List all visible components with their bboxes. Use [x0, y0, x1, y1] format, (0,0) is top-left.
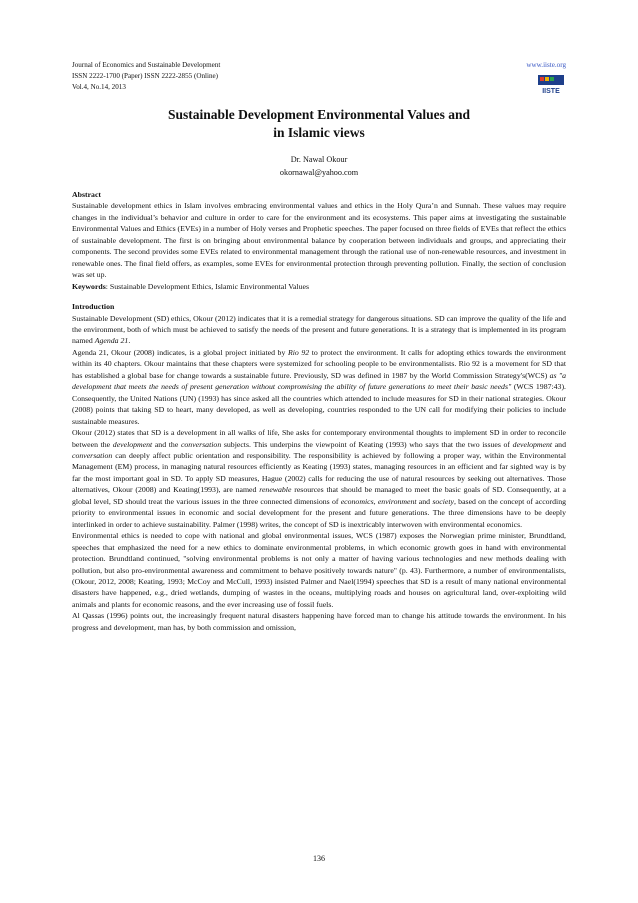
- journal-issn: ISSN 2222-1700 (Paper) ISSN 2222-2855 (Online): [72, 72, 219, 80]
- journal-name: Journal of Economics and Sustainable Development: [72, 61, 221, 69]
- intro-paragraph-1: Sustainable Development (SD) ethics, Okour (2012) indicates that it is a remedial strategy for dangerous situations. SD can improve the quality of the life and the environment, both of which must be achieved to satisfy the needs of the present and future generations. It is a strategy that is implemented in its program named Agenda 21.: [72, 313, 566, 346]
- intro-paragraph-5: Al Qassas (1996) points out, the increasingly frequent natural disasters happening have forced man to change his attitude towards the environment. In his progress and development, man has, by both commission and omission,: [72, 611, 566, 632]
- keywords-line: [72, 281, 566, 292]
- introduction-heading: Introduction: [72, 302, 115, 312]
- author-email: okornawal@yahoo.com: [279, 168, 359, 177]
- paper-body: [72, 189, 566, 633]
- title-line-2: in Islamic views: [273, 125, 365, 140]
- abstract-text: Sustainable development ethics in Islam involves embracing environmental values and ethics in the Holy Qura’n and Sunnah. These values may require changes in the individual’s behavior and culture in order to care for the environment and its ecosystems. This paper aims at investigating the sustainable Environmental Values and Ethics (EVEs) in a number of Holy verses and Prophetic speeches. The paper focused on three fields of EVEs that reflect the ethics of sustainable development. The first is on bringing about environmental balance by cooperation between individuals and groups, and appreciating their components. The second provides some EVEs related to environmental management through the rational use of non-renewable resources, and investment in renewable ones. The final field offers, as examples, some EVEs for environmental protection through preventing pollution. Finally, the section of conclusion was set up.: [72, 201, 566, 280]
- title-line-1: Sustainable Development Environmental Values and: [167, 107, 471, 122]
- journal-header: [72, 60, 566, 93]
- author-block: [72, 153, 566, 179]
- paper-title: [72, 106, 566, 142]
- page-number: 136: [313, 854, 325, 863]
- author-name: Dr. Nawal Okour: [290, 155, 348, 164]
- agenda-italic: Agenda 21: [94, 336, 129, 346]
- intro-paragraph-4: Environmental ethics is needed to cope with national and global environmental issues, WCS (1987) exposes the Norwegian prime minister, Brundtland, speeches that emphasized the need for a new ethics to dominate environmental problems, in which economic growth goes in hand with environmental protection. Brundtland continued, "solving environmental problems is not only a matter of having various technologies and new methods dealing with pollution, but also pro-environmental awareness and commitment to behave positively towards nature" (p. 43). Furthermore, a number of environmentalists, (Okour, 2012, 2008; Keating, 1993; McCoy and McCull, 1993) insisted Palmer and Nael(1994) speeches that SD is a result of many national environmental disasters have happened, e.g., dried wetlands, dumping of wastes in the oceans, multiplying roads and houses on agricultural land, over-exploiting wild animals and plants for economic reasons, and the ever increasing use of fossil fuels.: [72, 531, 566, 609]
- abstract-heading: Abstract: [72, 190, 102, 199]
- logo-text: IISTE: [542, 88, 560, 95]
- journal-url-link[interactable]: www.iiste.org: [526, 61, 566, 69]
- keywords-label: Keywords: [72, 281, 106, 291]
- rio-italic: Rio 92: [287, 347, 310, 357]
- keywords-text: : Sustainable Development Ethics, Islamic Environmental Values: [105, 281, 309, 291]
- iiste-logo-icon: [536, 73, 566, 95]
- journal-volume: Vol.4, No.14, 2013: [72, 83, 126, 91]
- intro-paragraph-2: Agenda 21, Okour (2008) indicates, is a global project initiated by Rio 92 to protect the environment. It calls for adopting ethics towards the environment within its 40 chapters. Okour maintains that these chapters were systemized for schooling people to be environmentalists. Rio 92 is a movement for SD that has established a global base for change towards a sustainable future. Previously, SD was defined in 1987 by the World Commission Strategy's(WCS) as "a development that meets the needs of present generation without compromising the ability of future generations to meet their basic needs" (WCS 1987:43). Consequently, the United Nations (UN) (1993) has since asked all the countries which attended to include measures for SD in their national strategies. Okour (2008) points that taking SD to heart, many developed, as well as developing, countries responded to the UN call for modifying their policies to include sustainable measures.: [72, 347, 566, 426]
- intro-paragraph-3: Okour (2012) states that SD is a development in all walks of life, She asks for contemporary environmental thoughts to implement SD in order to reconcile between the development and the conversation subjects. This underpins the viewpoint of Keating (1993) who says that the two issues of development and conversation can deeply affect public orientation and responsibility. The responsibility is achieved by following a proper way, within the Environmental Management (EM) process, in managing natural resources efficiently as Keating (1993) states, managing resources in an efficient and far sighted way is by far the most important goal in SD. To apply SD measures, Hague (2002) calls for reducing the use of natural resources by seeking out alternatives. Those alternatives, Okour (2008) and Keating(1993), are named renewable resources that should be managed to meet the basic goals of SD. Consequently, at a global level, SD should treat the various issues in the three connected dimensions of economics, environment and society, based on the concept of according priority to environmental issues in economic and social development for the present and future generations. The three dimensions have to be deeply interlinked in order to achieve sustainability. Palmer (1998) writes, the concept of SD is inextricably interwoven with environmental economics.: [72, 428, 567, 529]
- wcs-quote: as "a development that meets the needs of present generation without compromising the ability of future generations to meet their basic needs": [72, 370, 566, 392]
